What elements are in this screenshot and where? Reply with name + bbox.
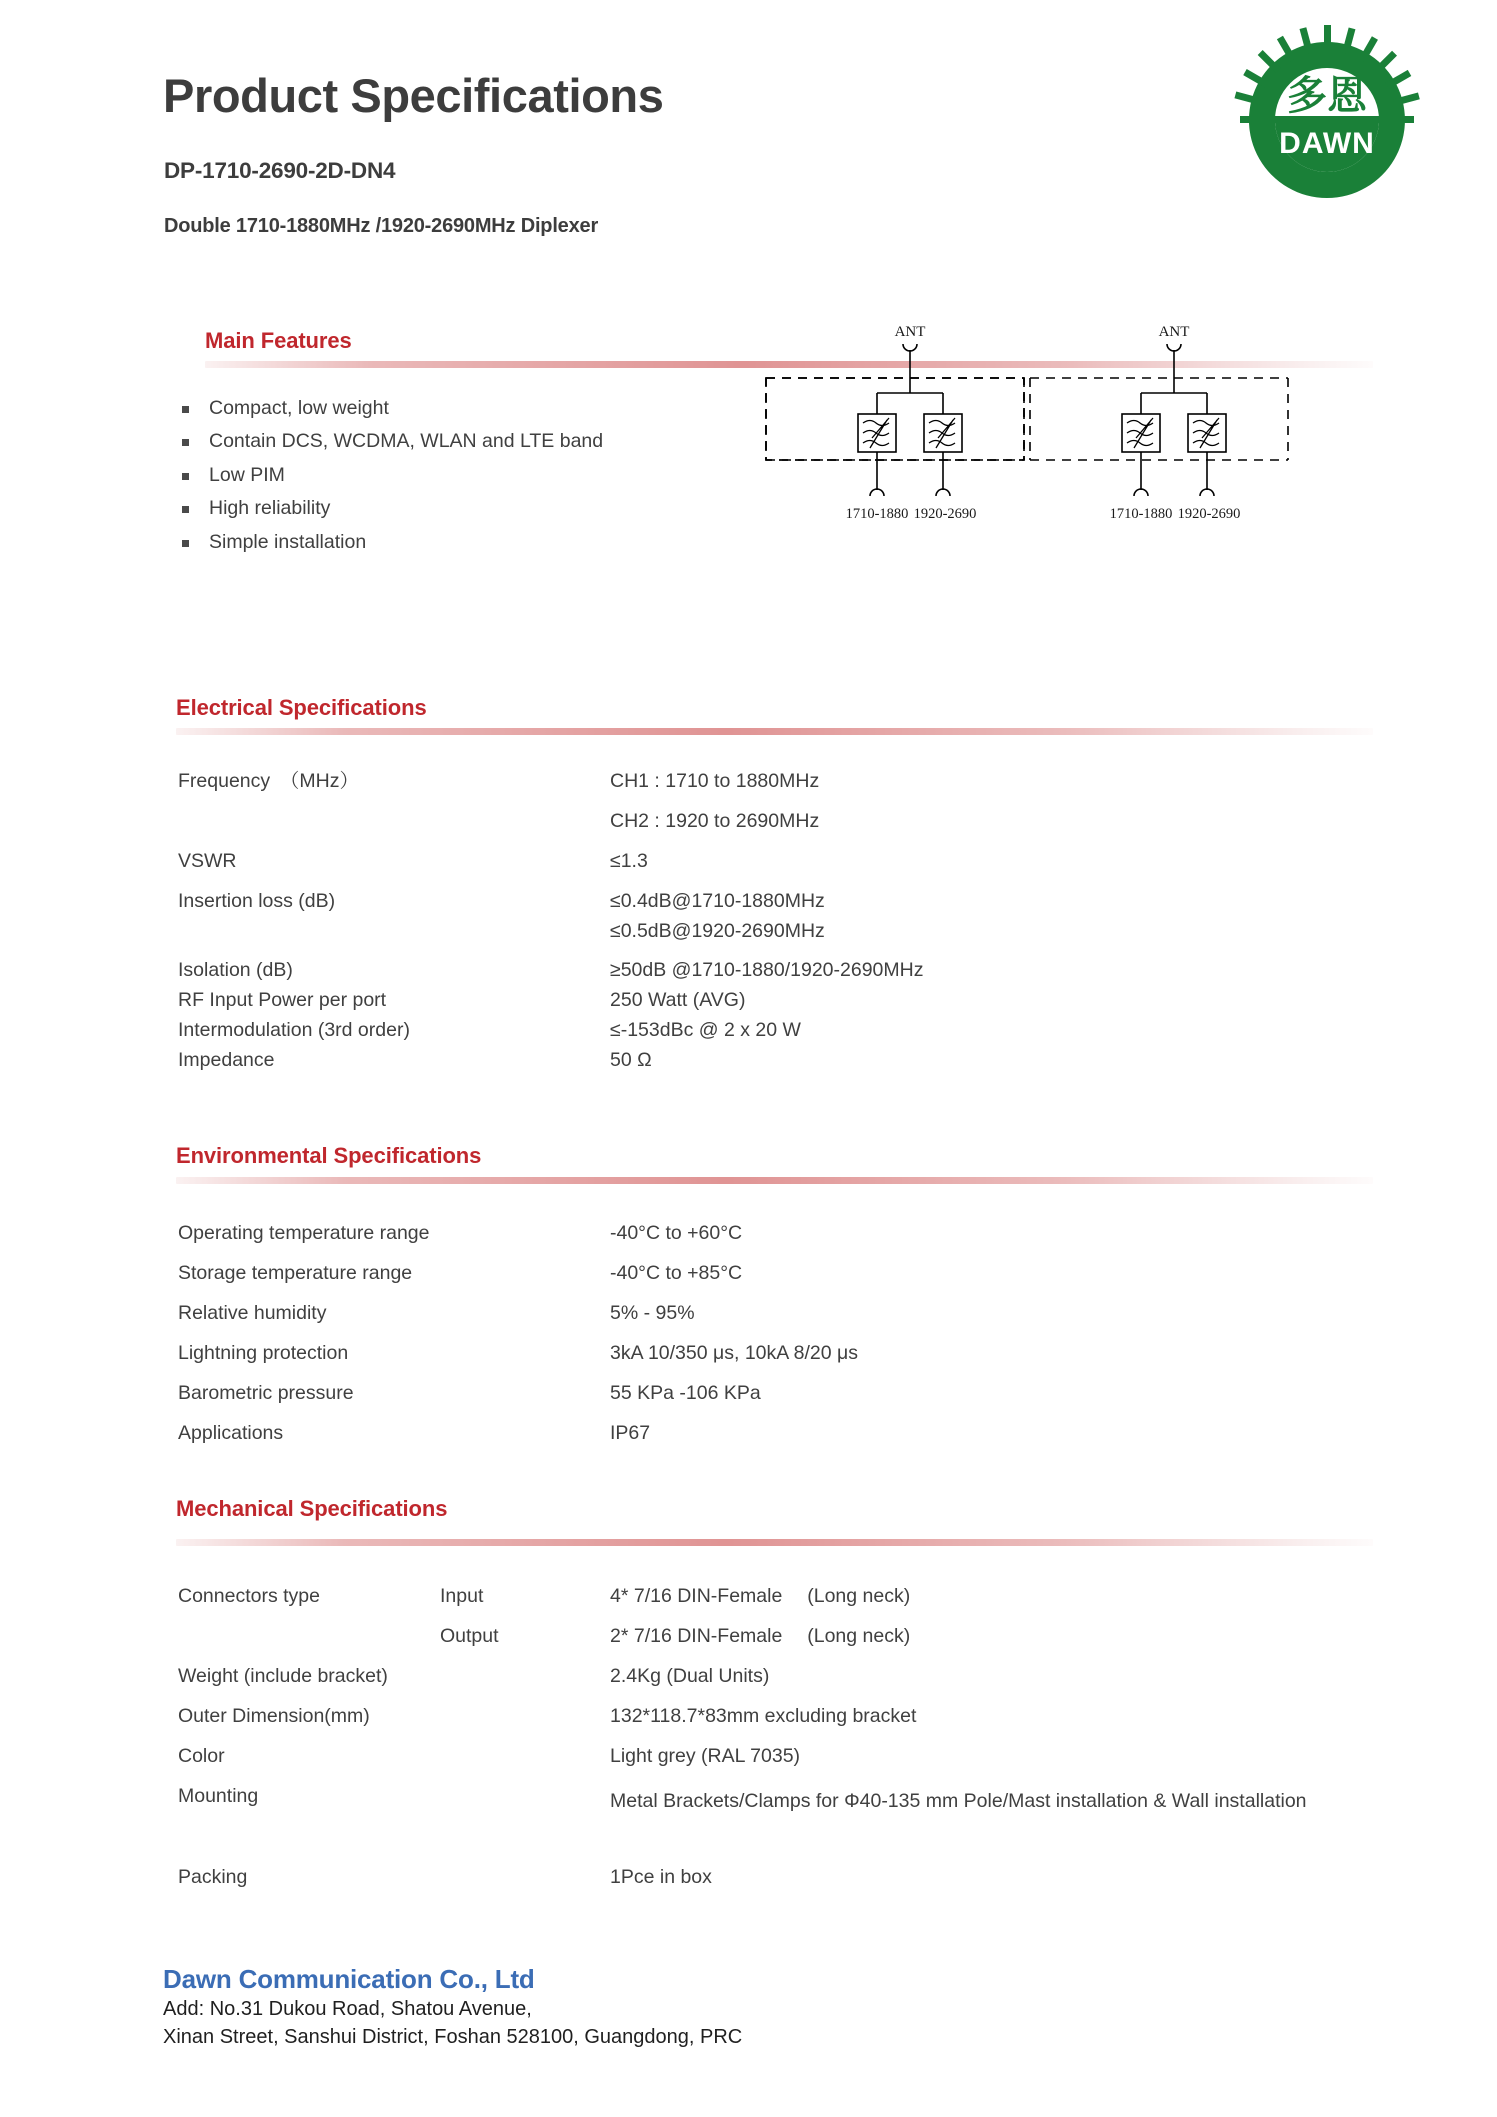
- spec-value: 55 KPa -106 KPa: [610, 1382, 761, 1404]
- spec-value: 1Pce in box: [610, 1866, 712, 1888]
- logo-wordmark: DAWN: [1279, 127, 1375, 160]
- feature-label: Simple installation: [209, 530, 367, 553]
- spec-value: Light grey (RAL 7035): [610, 1745, 801, 1767]
- main-features-list: [178, 392, 648, 559]
- ant-label-left: ANT: [894, 324, 926, 340]
- table-row: [178, 766, 1378, 806]
- spec-value: ≤1.3: [610, 850, 648, 872]
- spec-label: Connectors type: [178, 1585, 320, 1607]
- section-heading-main-features: Main Features: [205, 328, 352, 353]
- table-row: [178, 916, 1378, 955]
- port-label-3: 1710-1880: [1109, 506, 1173, 522]
- bullet-square-icon: [182, 506, 189, 513]
- table-row: [178, 1378, 1378, 1418]
- section-heading-electrical: Electrical Specifications: [176, 695, 427, 720]
- environmental-spec-table: [178, 1218, 1378, 1458]
- port-label-2: 1920-2690: [913, 506, 977, 522]
- diplexer-schematic-diagram: [760, 306, 1340, 586]
- table-row: [178, 1581, 1378, 1621]
- section-heading-mechanical: Mechanical Specifications: [176, 1496, 448, 1521]
- spec-label: Outer Dimension(mm): [178, 1705, 370, 1727]
- spec-value: 132*118.7*83mm excluding bracket: [610, 1705, 917, 1727]
- page-title: Product Specifications: [163, 69, 664, 122]
- spec-value: ≤-153dBc @ 2 x 20 W: [610, 1019, 801, 1041]
- product-subtitle: Double 1710-1880MHz /1920-2690MHz Diplexer: [164, 215, 599, 237]
- spec-value: 250 Watt (AVG): [610, 989, 746, 1011]
- electrical-spec-table: [178, 766, 1378, 1075]
- spec-value: ≥50dB @1710-1880/1920-2690MHz: [610, 959, 924, 981]
- table-row: [178, 1298, 1378, 1338]
- table-row: [178, 846, 1378, 886]
- bullet-square-icon: [182, 406, 189, 413]
- table-row: [178, 1338, 1378, 1378]
- spec-label: RF Input Power per port: [178, 989, 387, 1011]
- spec-value: 2.4Kg (Dual Units): [610, 1665, 770, 1687]
- section-rule-electrical: [176, 728, 1373, 735]
- list-item: [178, 526, 648, 559]
- spec-label: Relative humidity: [178, 1302, 327, 1324]
- spec-label: Color: [178, 1745, 225, 1767]
- table-row: [178, 1741, 1378, 1781]
- feature-label: Compact, low weight: [209, 397, 389, 419]
- dawn-logo: [1232, 25, 1422, 207]
- spec-value: 2* 7/16 DIN-Female (Long neck): [610, 1625, 911, 1647]
- spec-value: CH1 : 1710 to 1880MHz: [610, 770, 820, 792]
- table-row: [178, 1418, 1378, 1458]
- table-row: [178, 955, 1378, 985]
- table-row: [178, 1015, 1378, 1045]
- spec-label: Storage temperature range: [178, 1262, 413, 1284]
- section-rule-environmental: [176, 1177, 1373, 1184]
- table-row: [178, 1218, 1378, 1258]
- bullet-square-icon: [182, 439, 189, 446]
- table-row: [178, 1701, 1378, 1741]
- spec-label: Weight (include bracket): [178, 1665, 388, 1687]
- section-rule-mechanical: [176, 1539, 1373, 1546]
- company-name: Dawn Communication Co., Ltd: [163, 1964, 535, 1994]
- table-row: [178, 806, 1378, 846]
- spec-value: ≤0.5dB@1920-2690MHz: [610, 920, 825, 942]
- list-item: [178, 425, 648, 458]
- address-line-1: Add: No.31 Dukou Road, Shatou Avenue,: [163, 1998, 532, 2020]
- spec-value: -40°C to +60°C: [610, 1222, 743, 1244]
- bullet-square-icon: [182, 540, 189, 547]
- port-label-1: 1710-1880: [845, 506, 909, 522]
- spec-value: 50 Ω: [610, 1049, 652, 1071]
- spec-sublabel: Output: [440, 1625, 499, 1647]
- table-row: [178, 985, 1378, 1015]
- section-heading-environmental: Environmental Specifications: [176, 1143, 482, 1168]
- feature-label: Contain DCS, WCDMA, WLAN and LTE band: [209, 430, 604, 453]
- spec-label: Frequency （MHz）: [178, 770, 359, 792]
- spec-value: 3kA 10/350 μs, 10kA 8/20 μs: [610, 1342, 858, 1364]
- table-row: [178, 886, 1378, 916]
- list-item: [178, 392, 648, 425]
- list-item: [178, 492, 648, 525]
- spec-label: Operating temperature range: [178, 1222, 430, 1244]
- spec-label: Insertion loss (dB): [178, 890, 336, 912]
- spec-value: -40°C to +85°C: [610, 1262, 743, 1284]
- bullet-square-icon: [182, 473, 189, 480]
- spec-label: Mounting: [178, 1785, 259, 1807]
- spec-value: IP67: [610, 1422, 651, 1444]
- spec-value: Metal Brackets/Clamps for Φ40-135 mm Pole/Mast installation & Wall installation: [610, 1790, 1307, 1812]
- feature-label: High reliability: [209, 497, 331, 520]
- spec-label: Intermodulation (3rd order): [178, 1019, 410, 1041]
- feature-label: Low PIM: [209, 463, 285, 486]
- spec-value: ≤0.4dB@1710-1880MHz: [610, 890, 825, 912]
- spec-label: Lightning protection: [178, 1342, 349, 1364]
- list-item: [178, 459, 648, 492]
- spec-label: VSWR: [178, 850, 237, 872]
- address-line-2: Xinan Street, Sanshui District, Foshan 528100, Guangdong, PRC: [163, 2025, 743, 2048]
- mechanical-spec-table: [178, 1581, 1378, 1902]
- table-row: [178, 1661, 1378, 1701]
- spec-label: Applications: [178, 1422, 284, 1444]
- spec-label: Impedance: [178, 1049, 275, 1071]
- spec-sublabel: Input: [440, 1585, 484, 1607]
- spec-label: Isolation (dB): [178, 959, 293, 981]
- spec-label: Packing: [178, 1866, 248, 1888]
- table-row: [178, 1258, 1378, 1298]
- table-row: [178, 1781, 1378, 1862]
- table-row: [178, 1045, 1378, 1075]
- spec-value: CH2 : 1920 to 2690MHz: [610, 810, 820, 832]
- logo-chinese-text: 多恩: [1287, 73, 1367, 119]
- model-number: DP-1710-2690-2D-DN4: [164, 158, 396, 183]
- spec-label: Barometric pressure: [178, 1382, 354, 1404]
- ant-label-right: ANT: [1158, 324, 1190, 340]
- port-label-4: 1920-2690: [1177, 506, 1241, 522]
- spec-value: 4* 7/16 DIN-Female (Long neck): [610, 1585, 911, 1607]
- page-footer: [163, 1962, 1063, 2051]
- table-row: [178, 1621, 1378, 1661]
- table-row: [178, 1862, 1378, 1902]
- spec-value: 5% - 95%: [610, 1302, 695, 1324]
